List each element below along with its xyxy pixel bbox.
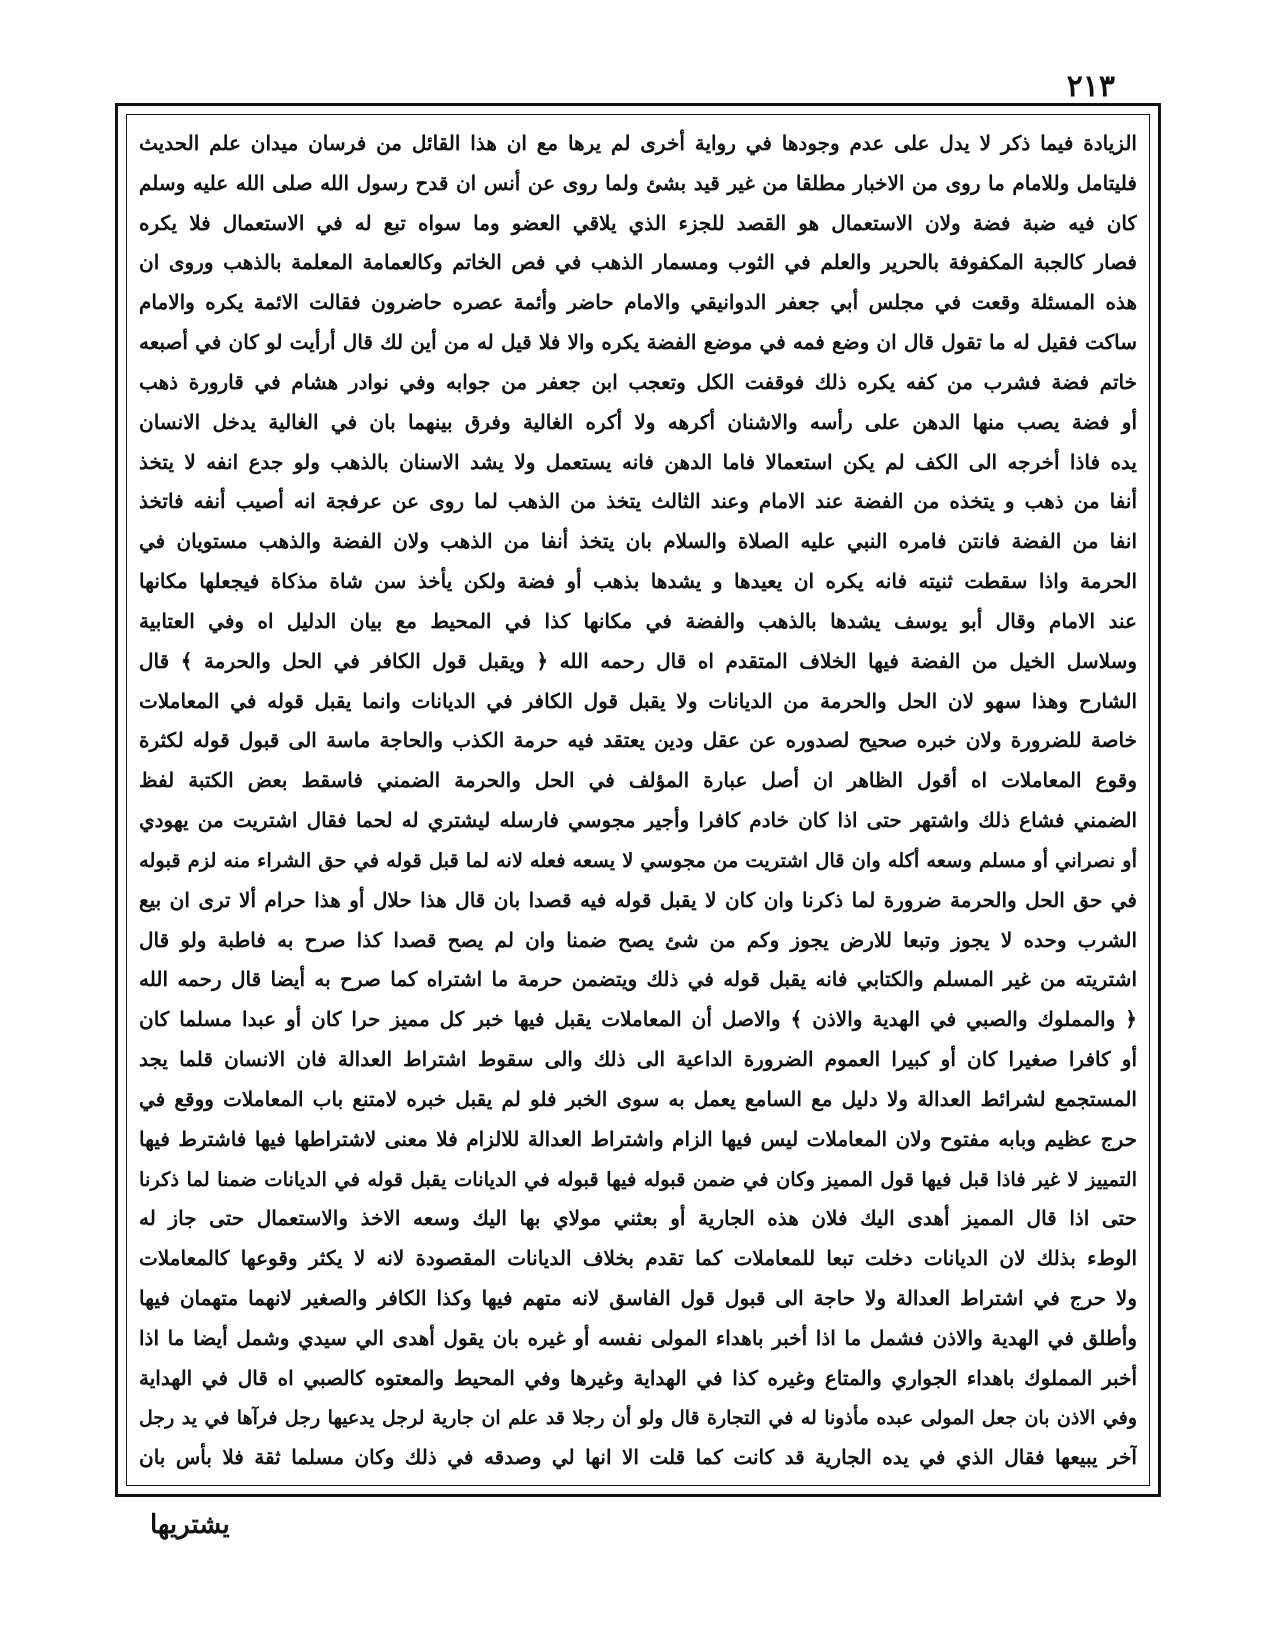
text-line: الشارح وهذا سهو لان الحل والحرمة من الديانات ولا يقبل قول الكافر في الديانات وانما يقبل قوله في المعاملات — [139, 688, 1137, 713]
text-line: انفا من الفضة فانتن فامره النبي عليه الصلاة والسلام بان يتخذ أنفا من الذهب ولان الفضة والذهب مستويان في — [139, 529, 1137, 554]
text-line: كان فيه ضبة فضة ولان الاستعمال هو القصد للجزء الذي يلاقي العضو وما سواه تبع له في الاستعمال فلا يكره — [139, 210, 1137, 235]
text-line: حرج عظيم وبابه مفتوح ولان المعاملات ليس فيها الزام واشتراط العدالة للالزام فلا معنى لاشتراطها فيها فاشترط فيها — [139, 1126, 1137, 1151]
text-line: هذه المسئلة وقعت في مجلس أبي جعفر الدوانيقي والامام حاضر وأئمة عصره حاضرون فقالت الائمة يكره والامام — [139, 290, 1137, 315]
text-line: الضمني فشاع ذلك واشتهر حتى اذا كان خادم كافرا وأجير مجوسي فارسله ليشتري له لحما فقال اشتريت من يهودي — [139, 808, 1137, 833]
text-line: أنفا من ذهب و يتخذه من الفضة عند الامام وعند الثالث يتخذ من الذهب لما روى عن عرفجة انه أصيب أنفه فاتخذ — [139, 489, 1137, 514]
text-line: وفي الاذن بان جعل المولى عبده مأذونا له في التجارة قال ولو أن رجلا قد علم ان جارية لرجل يدعيها رجل فرآها في يد رجل — [139, 1406, 1137, 1429]
text-line: التمييز لا غير فاذا قبل فيها قول المميز وكان في ضمن قبوله فيها قبوله في الديانات يقبل قوله في الديانات ضمنا لما ذكرنا — [139, 1167, 1137, 1191]
page-frame — [115, 103, 1161, 1497]
text-line: خاصة للضرورة ولان خبره صحيح لصدوره عن عقل ودين يعتقد فيه حرمة الكذب والحاجة ماسة الى قبول قوله لكثرة — [139, 728, 1137, 753]
text-line: فصار كالجبة المكفوفة بالحرير والعلم في الثوب ومسمار الذهب في فص الخاتم وكالعمامة المعلمة بالذهب وروى ان — [139, 250, 1137, 275]
text-line: ﴿ والمملوك والصبي في الهدية والاذن ﴾ والاصل أن المعاملات يقبل فيها خبر كل مميز حرا كان أو عبدا مسلما كان — [139, 1007, 1137, 1032]
text-line: في حق الحل والحرمة ضرورة لما ذكرنا وان كان لا يقبل قوله فيه قصدا بان قال هذا حلال أو هذا حرام ألا ترى ان بيع — [139, 887, 1137, 912]
text-line: المستجمع لشرائط العدالة ولا دليل مع السامع يعمل به سوى الخبر فلو لم يقبل خبره لامتنع باب المعاملات ووقع في — [139, 1086, 1137, 1111]
text-line: وسلاسل الخيل من الفضة فيها الخلاف المتقدم اه قال رحمه الله ﴿ ويقبل قول الكافر في الحل والحرمة ﴾ قال — [139, 648, 1137, 673]
page-number: ٢١٣ — [1066, 69, 1115, 104]
text-line: الشرب وحده لا يجوز وتبعا للارض يجوز وكم من شئ يصح ضمنا وان لم يصح قصدا كذا صرح به فاطبة ولو قال — [139, 927, 1137, 952]
inner-frame — [126, 114, 1150, 1486]
text-line: أو فضة يصب منها الدهن على رأسه والاشنان أكرهه ولا أكره الغالية وفرق بينهما بان في الغالية يدخل الانسان — [139, 409, 1137, 434]
text-line: أخبر المملوك باهداء الجواري والمتاع وغيره كذا في الهداية وغيرها وفي المحيط والمعتوه كالصبي اه قال في الهداية — [139, 1365, 1137, 1390]
text-line: الزيادة فيما ذكر لا يدل على عدم وجودها في رواية أخرى لم يرها مع ان هذا القائل من فرسان ميدان علم الحديث — [139, 131, 1137, 155]
text-line: خاتم فضة فشرب من كفه يكره ذلك فوقفت الكل وتعجب ابن جعفر من جوابه وفي نوادر هشام في قارورة ذهب — [139, 369, 1137, 394]
text-line: وأطلق في الهدية والاذن فشمل ما اذا أخبر باهداء المولى نفسه أو غيره بان يقول أهدى الي سيدي وشمل أيضا ما اذا — [139, 1325, 1137, 1350]
text-line: اشتريته من غير المسلم والكتابي فانه يقبل قوله في ذلك ويتضمن حرمة ما اشتراه كما صرح به أيضا قال رحمه الله — [139, 967, 1137, 992]
text-body — [139, 125, 1137, 1477]
text-line: حتى اذا قال المميز أهدى اليك فلان هذه الجارية أو بعثني مولاي بها اليك وسعه الاخذ والاستعمال حتى جاز له — [139, 1206, 1137, 1231]
text-line: أو نصراني أو مسلم وسعه أكله وان قال اشتريت من مجوسي لا يسعه فعله لانه لما قبل قوله في حق الشراء منه لزم قبوله — [139, 848, 1137, 872]
text-line: وقوع المعاملات اه أقول الظاهر ان أصل عبارة المؤلف في الحل والحرمة الضمني فاسقط بعض الكتبة لفظ — [139, 768, 1137, 793]
text-line: يده فاذا أخرجه الى الكف لم يكن استعمالا فاما الدهن فانه يستعمل ولا يشد الاسنان بالذهب ولو جدع انفه لا يتخذ — [139, 449, 1137, 474]
text-line: ساكت فقيل له ما تقول قال ان وضع فمه في موضع الفضة يكره والا فلا قيل له من أين لك قال أرأيت لو كان في أصبعه — [139, 330, 1137, 355]
text-line: ولا حرج في اشتراط العدالة ولا حاجة الى قبول قول الفاسق لانه متهم فيها وكذا الكافر والصغير لانهما متهمان فيها — [139, 1286, 1137, 1311]
text-line: آخر يبيعها فقال الذي في يده الجارية قد كانت كما قلت الا انها لي وصدقه في ذلك وكان مسلما ثقة فلا بأس بان — [139, 1445, 1137, 1470]
text-line: عند الامام وقال أبو يوسف يشدها بالذهب والفضة في مكانها كذا في المحيط مع بيان الدليل اه وفي العتابية — [139, 608, 1137, 633]
text-line: فليتامل وللامام ما روى من الاخبار مطلقا من غير قيد بشئ ولما روى عن أنس ان قدح رسول الله صلى الله عليه وسلم — [139, 170, 1137, 195]
catchword: يشتريها — [150, 1510, 230, 1540]
text-line: أو كافرا صغيرا كان أو كبيرا العموم الضرورة الداعية الى ذلك والى سقوط اشتراط العدالة فان الانسان قلما يجد — [139, 1047, 1137, 1072]
text-line: الوطء بذلك لان الديانات دخلت تبعا للمعاملات كما تقدم بخلاف الديانات المقصودة لانه لا يكثر وقوعها كالمعاملات — [139, 1246, 1137, 1271]
text-line: الحرمة واذا سقطت ثنيته فانه يكره ان يعيدها و يشدها بذهب أو فضة ولكن يأخذ سن شاة مذكاة فيجعلها مكانها — [139, 569, 1137, 594]
